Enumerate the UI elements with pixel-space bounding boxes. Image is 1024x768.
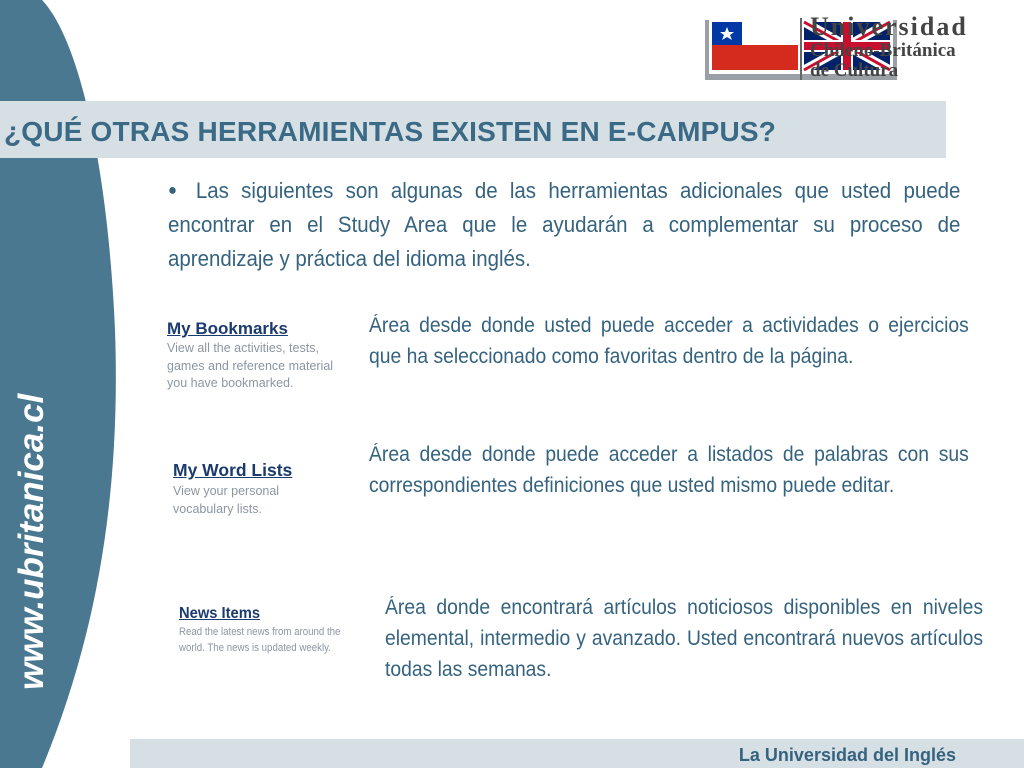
bookmarks-description: Área desde donde usted puede acceder a actividades o ejercicios que ha seleccionado como favoritas dentro de la página. <box>369 314 969 368</box>
logo-line-2: Chileno-Británica <box>810 40 956 61</box>
word-lists-caption: View your personal vocabulary lists. <box>173 484 280 516</box>
university-logo-text <box>810 14 968 80</box>
news-items-caption: Read the latest news from around the world. The news is updated weekly. <box>179 626 341 654</box>
logo-line-1: Universidad <box>810 12 968 41</box>
bookmarks-title[interactable]: My Bookmarks <box>167 319 288 338</box>
news-items-description: Área donde encontrará artículos noticiosos disponibles en niveles elemental, intermedio y avanzado. Usted encontrará nuevos artículos todas las semanas. <box>385 596 983 681</box>
news-items-title[interactable]: News Items <box>179 605 261 622</box>
intro-paragraph <box>168 174 960 276</box>
footer-slogan: La Universidad del Inglés <box>738 745 956 765</box>
word-lists-description: Área desde donde puede acceder a listados de palabras con sus correspondientes definiciones que usted mismo puede editar. <box>369 443 969 497</box>
word-lists-card <box>173 459 343 518</box>
news-items-card <box>179 604 374 656</box>
page-title: ¿QUÉ OTRAS HERRAMIENTAS EXISTEN EN E-CAMPUS? <box>4 116 777 147</box>
side-url-text: www.ubritanica.cl <box>12 393 51 690</box>
word-lists-title[interactable]: My Word Lists <box>173 460 293 480</box>
logo-line-3: de Cultura <box>810 60 899 81</box>
intro-text: Las siguientes son algunas de las herramientas adicionales que usted puede encontrar en el Study Area que le ayudarán a complementar su proceso de aprendizaje y práctica del idioma inglés. <box>168 178 961 271</box>
bookmarks-card <box>167 318 357 393</box>
bookmarks-caption: View all the activities, tests, games and reference material you have bookmarked. <box>167 341 334 390</box>
bullet-icon: ● <box>168 182 184 199</box>
